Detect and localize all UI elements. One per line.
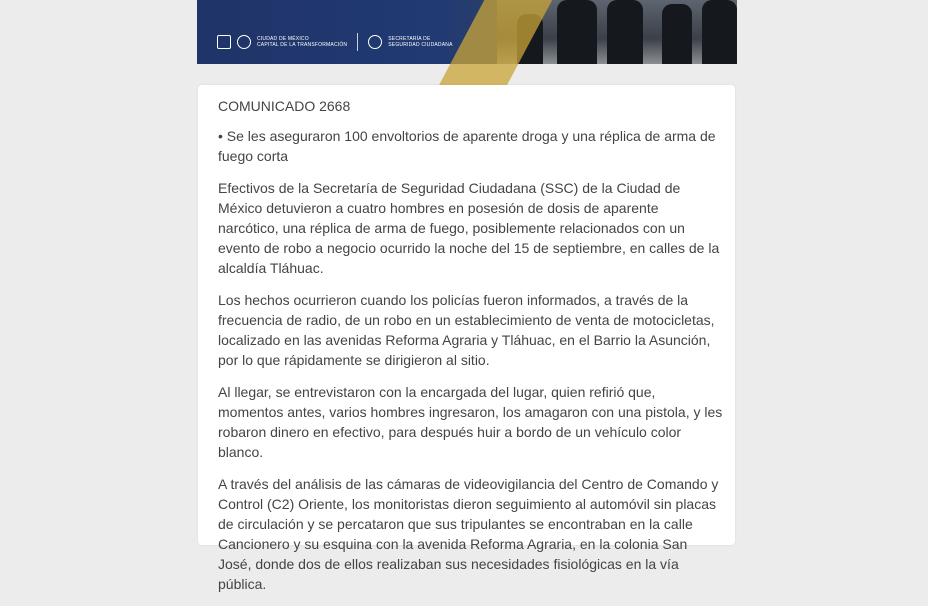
article-paragraph: Al llegar, se entrevistaron con la encargada del lugar, quien refirió que, momentos antes, varios hombres ingresaron, los amagaron con una pistola, y les robaron dinero en efectivo, para después huir a bordo de un vehículo color blanco. xyxy=(218,384,723,460)
article-card xyxy=(198,85,735,592)
officer-figure xyxy=(557,0,597,64)
article-body xyxy=(218,96,723,606)
officer-figure xyxy=(662,4,692,64)
article-paragraph: • Se les aseguraron 100 envoltorios de aparente droga y una réplica de arma de fuego corta xyxy=(218,128,716,164)
article-title: COMUNICADO 2668 xyxy=(218,98,351,114)
article-paragraph: Los hechos ocurrieron cuando los policías fueron informados, a través de la frecuencia de radio, de un robo en un establecimiento de venta de motocicletas, localizado en las avenidas Reforma Agraria y Tláhuac, en el Barrio la Asunción, por lo que rápidamente se dirigieron al sitio. xyxy=(218,292,715,368)
officer-figure xyxy=(702,0,737,64)
cdmx-logo-text: CIUDAD DE MÉXICO CAPITAL DE LA TRANSFORMACIÓN xyxy=(257,36,348,48)
banner-logos xyxy=(217,30,453,54)
cdmx-crest-icon xyxy=(237,35,251,49)
ssc-badge-icon xyxy=(368,35,382,49)
article-paragraph: A través del análisis de las cámaras de videovigilancia del Centro de Comando y Control (C2) Oriente, los monitoristas dieron seguimiento al automóvil sin placas de circulación y se percataron que sus tripulantes se encontraban en la calle Cancionero y su esquina con la avenida Reforma Agraria, en la colonia San José, donde dos de ellos realizaban sus necesidades fisiológicas en la vía pública. xyxy=(218,476,719,592)
cdmx-emblem-icon xyxy=(217,35,231,49)
header-banner-image xyxy=(197,0,737,64)
officer-figure xyxy=(607,0,643,64)
article-paragraph: Efectivos de la Secretaría de Seguridad Ciudadana (SSC) de la Ciudad de México detuvieron a cuatro hombres en posesión de dosis de aparente narcótico, una réplica de arma de fuego, posiblemente relacionados con un evento de robo a negocio ocurrido la noche del 15 de septiembre, en calles de la alcaldía Tláhuac. xyxy=(218,180,720,276)
logo-separator xyxy=(357,33,358,51)
ssc-logo-text: SECRETARÍA DE SEGURIDAD CIUDADANA xyxy=(388,36,453,48)
